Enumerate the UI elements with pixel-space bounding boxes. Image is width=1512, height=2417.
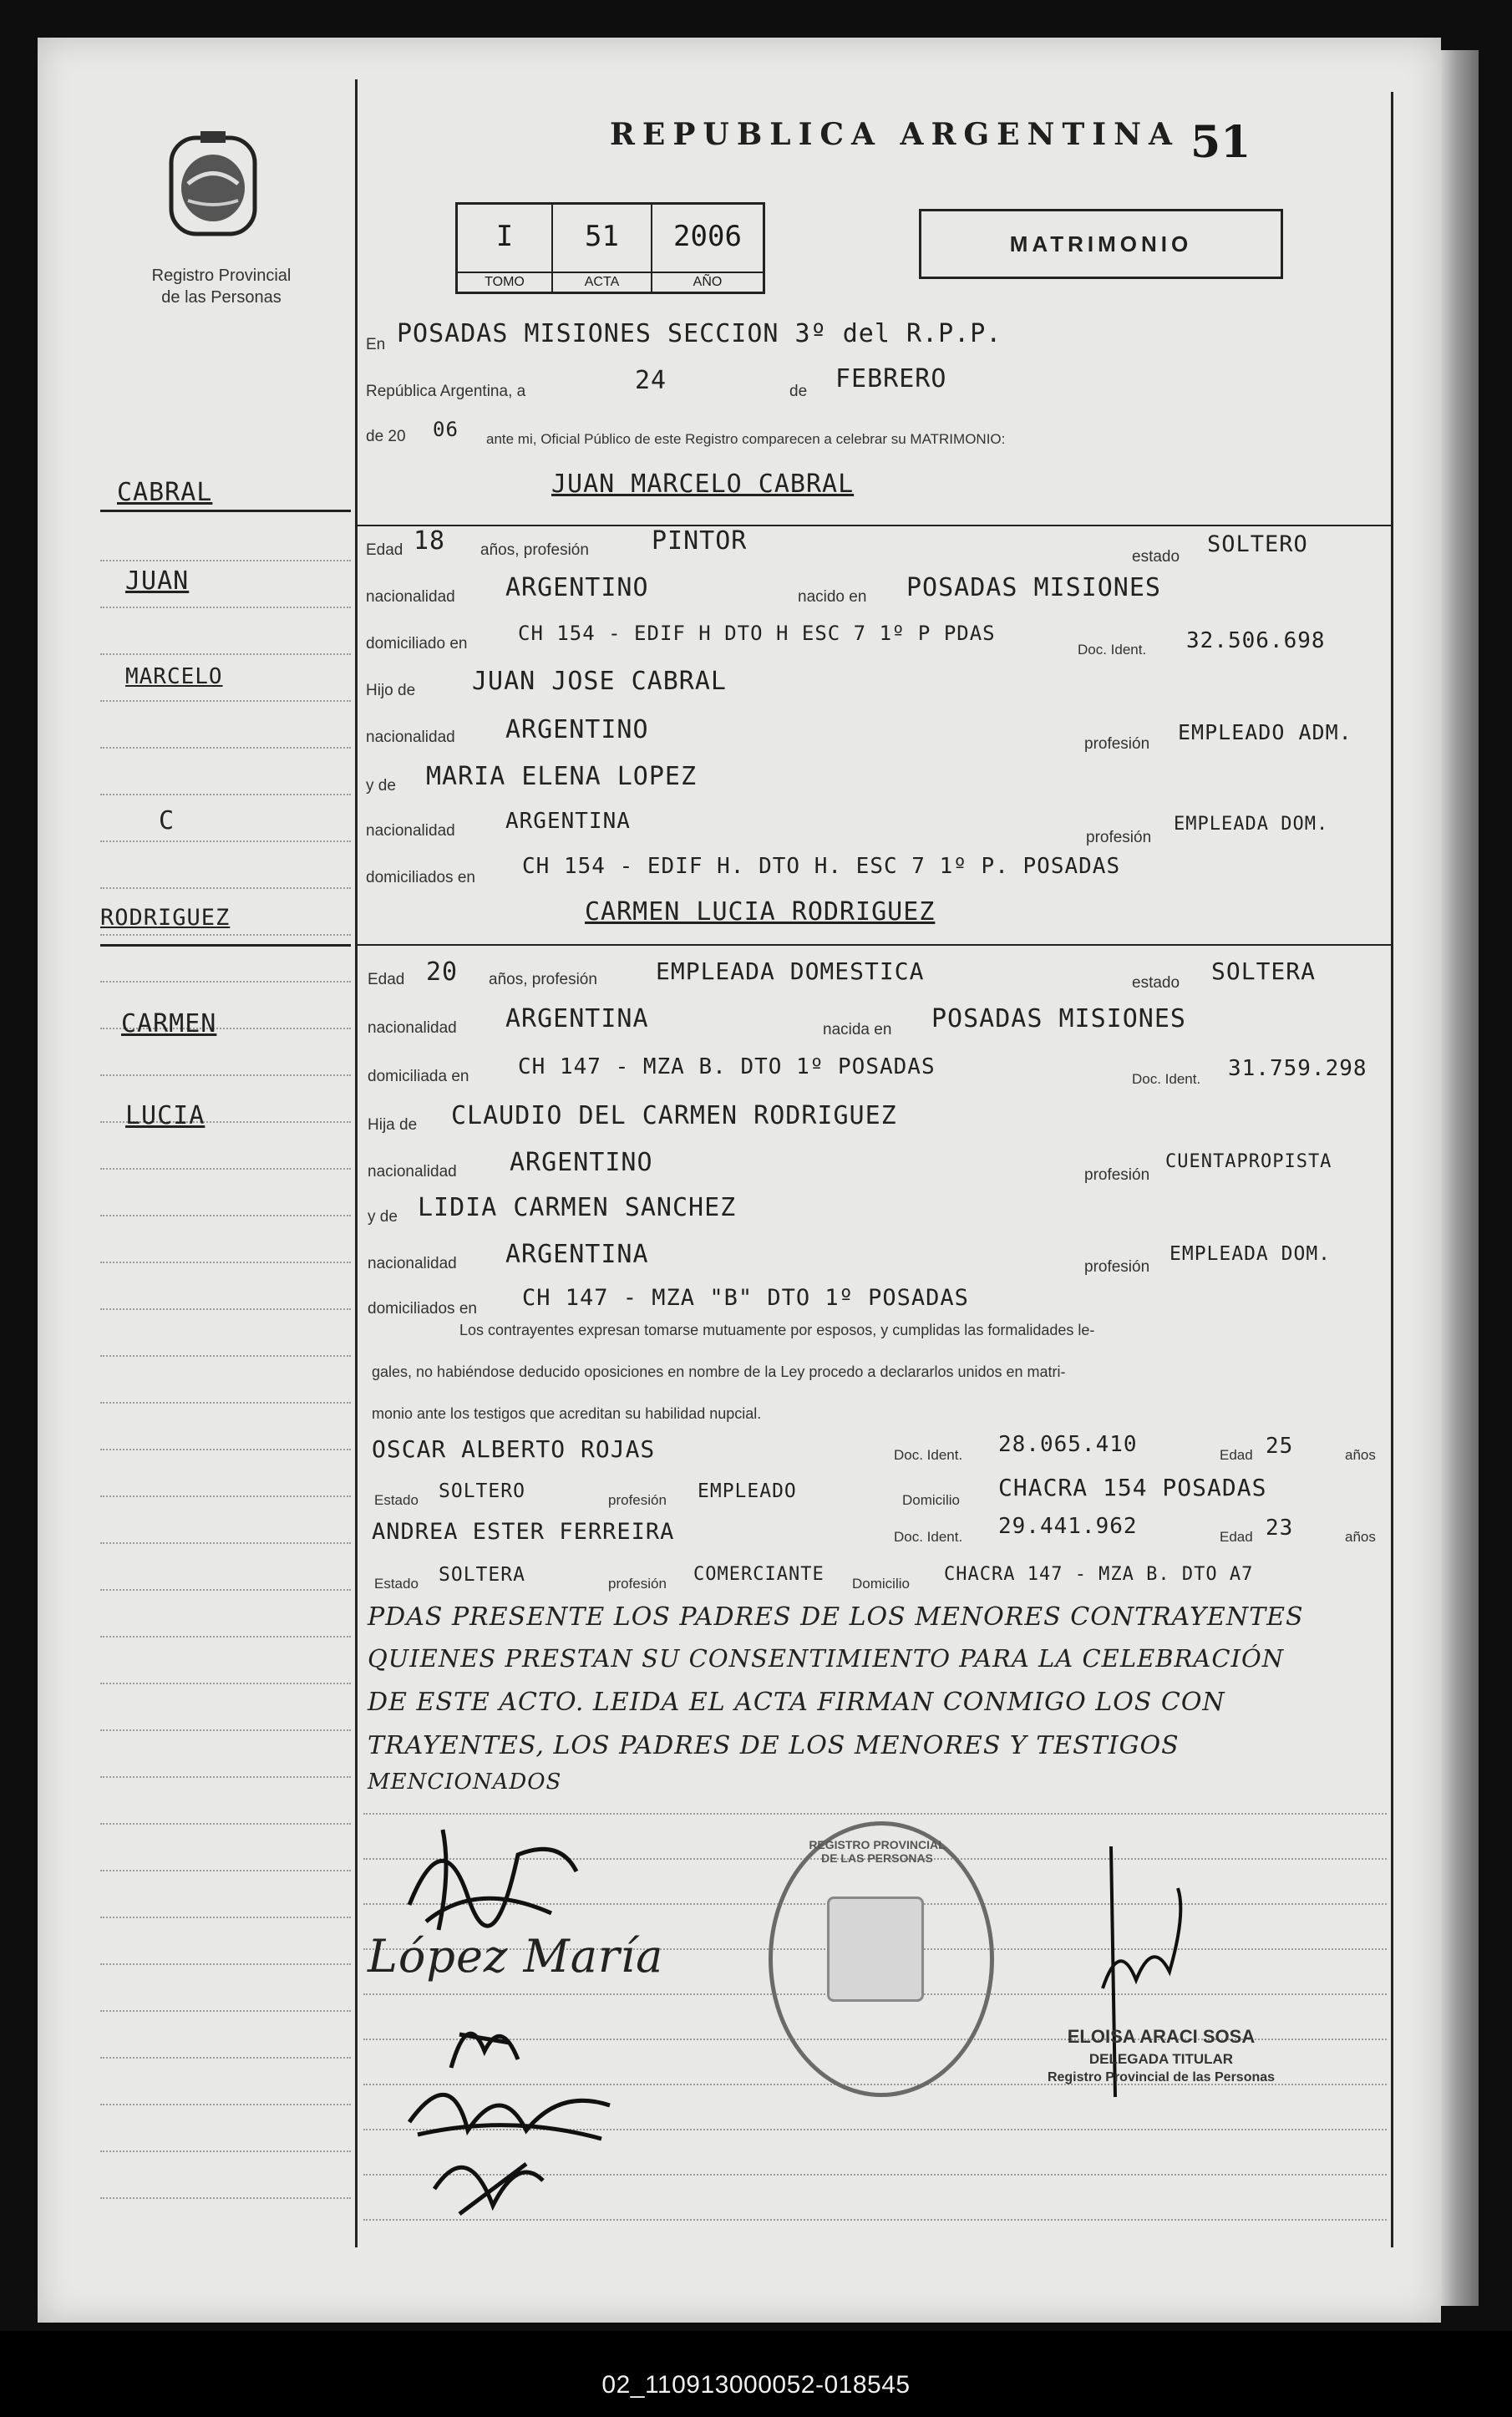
groom-estado: SOLTERO bbox=[1207, 531, 1308, 557]
bride-doc: 31.759.298 bbox=[1228, 1056, 1367, 1081]
month-value: FEBRERO bbox=[835, 364, 947, 394]
groom-parents-dom: CH 154 - EDIF H. DTO H. ESC 7 1º P. POSADAS bbox=[522, 854, 1121, 879]
margin-rule bbox=[100, 1963, 351, 1965]
signature-4 bbox=[401, 2055, 618, 2147]
groom-profesion: PINTOR bbox=[652, 526, 748, 556]
year-suffix: 06 bbox=[433, 418, 459, 441]
margin-bride-name1: CARMEN bbox=[121, 1009, 217, 1038]
witness2-edad: 23 bbox=[1266, 1516, 1294, 1541]
groom-mother-prof: EMPLEADA DOM. bbox=[1174, 814, 1329, 835]
witness2-edad-label: Edad bbox=[1220, 1529, 1253, 1545]
margin-rule bbox=[100, 887, 351, 889]
margin-rule bbox=[100, 1823, 351, 1825]
page-edge bbox=[1441, 50, 1479, 2306]
tomo-caption: TOMO bbox=[458, 272, 551, 290]
bride-profesion: EMPLEADA DOMESTICA bbox=[656, 957, 925, 985]
bride-domicilio: CH 147 - MZA B. DTO 1º POSADAS bbox=[518, 1054, 936, 1079]
stamp-emblem-icon bbox=[827, 1897, 924, 2002]
groom-edad-label: Edad bbox=[366, 541, 403, 559]
bride-nacida: POSADAS MISIONES bbox=[931, 1004, 1186, 1033]
margin-rule bbox=[100, 1168, 351, 1170]
margin-bride-name2: LUCIA bbox=[125, 1101, 205, 1130]
form-type-box: MATRIMONIO bbox=[919, 209, 1283, 279]
margin-rule bbox=[100, 1215, 351, 1216]
margin-rule bbox=[100, 1589, 351, 1591]
witness2-name: ANDREA ESTER FERREIRA bbox=[372, 1519, 675, 1545]
official-name: ELOISA ARACI SOSA bbox=[1067, 2026, 1256, 2047]
margin-bride-surname: RODRIGUEZ bbox=[100, 905, 231, 931]
margin-rule bbox=[100, 1917, 351, 1918]
witness2-doc: 29.441.962 bbox=[998, 1514, 1138, 1539]
declaration-line2: gales, no habiéndose deducido oposiciones en nombre de la Ley procedo a declararlos unidos en matri- bbox=[372, 1363, 1066, 1380]
margin-rule bbox=[100, 607, 351, 608]
groom-nac-label: nacionalidad bbox=[366, 588, 455, 606]
bride-full-name: CARMEN LUCIA RODRIGUEZ bbox=[585, 897, 936, 927]
compareceen-text: ante mi, Oficial Público de este Registro comparecen a celebrar su MATRIMONIO: bbox=[486, 431, 1006, 447]
margin-rule bbox=[100, 700, 351, 702]
margin-groom-name1: JUAN bbox=[125, 566, 190, 596]
right-margin-line bbox=[1391, 92, 1393, 2247]
groom-dom-label: domiciliado en bbox=[366, 635, 468, 652]
groom-father-prof-label: profesión bbox=[1084, 735, 1150, 753]
footer-image-id: 02_110913000052-018545 bbox=[601, 2371, 911, 2399]
bride-yde-label: y de bbox=[368, 1208, 398, 1226]
place-value: POSADAS MISIONES SECCION 3º del R.P.P. bbox=[397, 319, 1002, 348]
margin-rule bbox=[100, 1729, 351, 1731]
bride-mother: LIDIA CARMEN SANCHEZ bbox=[418, 1193, 737, 1222]
groom-section-line bbox=[100, 510, 351, 512]
margin-rule bbox=[100, 1683, 351, 1684]
acta-value: 51 bbox=[585, 220, 619, 253]
registry-name bbox=[125, 265, 317, 308]
margin-rule bbox=[100, 840, 351, 842]
bride-section-line bbox=[100, 944, 351, 947]
groom-mother-prof-label: profesión bbox=[1086, 829, 1152, 846]
margin-rule bbox=[100, 1262, 351, 1263]
groom-doc: 32.506.698 bbox=[1186, 628, 1326, 653]
groom-mother: MARIA ELENA LOPEZ bbox=[426, 762, 698, 791]
witness1-edad: 25 bbox=[1266, 1434, 1294, 1459]
groom-anos-label: años, profesión bbox=[480, 541, 589, 559]
groom-nac: ARGENTINO bbox=[505, 573, 649, 602]
witness1-dom-label: Domicilio bbox=[902, 1492, 960, 1508]
bride-mother-nac-label: nacionalidad bbox=[368, 1255, 457, 1272]
declaration-line3: monio ante los testigos que acreditan su habilidad nupcial. bbox=[372, 1405, 762, 1422]
bride-mother-prof: EMPLEADA DOM. bbox=[1170, 1243, 1332, 1265]
bride-body-line bbox=[358, 944, 1391, 946]
notes-line5: MENCIONADOS bbox=[368, 1770, 562, 1795]
en-label: En bbox=[366, 336, 386, 353]
groom-father-nac-label: nacionalidad bbox=[366, 729, 455, 746]
groom-father-nac: ARGENTINO bbox=[505, 715, 649, 744]
witness1-doc: 28.065.410 bbox=[998, 1432, 1138, 1457]
margin-groom-name2: MARCELO bbox=[125, 664, 223, 689]
groom-nacido: POSADAS MISIONES bbox=[906, 573, 1161, 602]
margin-rule bbox=[100, 794, 351, 795]
bride-mother-prof-label: profesión bbox=[1084, 1258, 1150, 1276]
left-margin-line bbox=[355, 79, 358, 2247]
witness1-estado-label: Estado bbox=[374, 1492, 419, 1508]
margin-rule bbox=[100, 2150, 351, 2152]
bride-anos-label: años, profesión bbox=[489, 971, 597, 988]
official-org: Registro Provincial de las Personas bbox=[1047, 2070, 1276, 2084]
bride-nac-label: nacionalidad bbox=[368, 1019, 457, 1037]
bride-mother-nac: ARGENTINA bbox=[505, 1240, 649, 1269]
bride-father-prof: CUENTAPROPISTA bbox=[1165, 1151, 1332, 1172]
bride-dom-label: domiciliada en bbox=[368, 1068, 469, 1085]
margin-rule bbox=[100, 2010, 351, 2012]
groom-body-line bbox=[358, 525, 1391, 526]
margin-rule bbox=[100, 981, 351, 983]
margin-groom-surname: CABRAL bbox=[117, 478, 213, 507]
witness1-doc-label: Doc. Ident. bbox=[894, 1447, 963, 1463]
tomo-cell bbox=[458, 205, 553, 292]
margin-rule bbox=[100, 1776, 351, 1778]
registry-line1: Registro Provincial bbox=[151, 267, 292, 285]
witness2-estado-label: Estado bbox=[374, 1576, 419, 1592]
groom-parents-dom-label: domiciliados en bbox=[366, 869, 475, 886]
margin-initial: C bbox=[159, 806, 175, 835]
groom-domicilio: CH 154 - EDIF H DTO H ESC 7 1º P PDAS bbox=[518, 622, 996, 645]
margin-rule bbox=[100, 1402, 351, 1404]
witness2-dom-label: Domicilio bbox=[852, 1576, 910, 1592]
signature-5 bbox=[426, 2139, 560, 2222]
margin-rule bbox=[100, 1870, 351, 1871]
republica-label: República Argentina, a bbox=[366, 383, 526, 400]
margin-rule bbox=[100, 934, 351, 936]
margin-rule bbox=[100, 1495, 351, 1497]
groom-mother-nac: ARGENTINA bbox=[505, 809, 631, 834]
groom-estado-label: estado bbox=[1132, 548, 1180, 566]
acta-cell bbox=[553, 205, 652, 292]
certificate-page bbox=[38, 38, 1441, 2323]
notes-line3: DE ESTE ACTO. LEIDA EL ACTA FIRMAN CONMIGO LOS CON bbox=[368, 1688, 1225, 1717]
notes-line2: QUIENES PRESTAN SU CONSENTIMIENTO PARA LA CELEBRACIÓN bbox=[368, 1644, 1285, 1673]
notes-line4: TRAYENTES, LOS PADRES DE LOS MENORES Y TESTIGOS bbox=[368, 1731, 1180, 1760]
signature-1 bbox=[393, 1805, 593, 1938]
groom-hijo-label: Hijo de bbox=[366, 682, 416, 699]
year-prefix: de 20 bbox=[366, 428, 406, 445]
bride-doc-label: Doc. Ident. bbox=[1132, 1071, 1201, 1087]
margin-rule bbox=[100, 1449, 351, 1450]
bride-father: CLAUDIO DEL CARMEN RODRIGUEZ bbox=[451, 1101, 897, 1130]
witness1-anos-label: años bbox=[1345, 1447, 1376, 1463]
bride-parents-dom-label: domiciliados en bbox=[368, 1300, 477, 1318]
ano-caption: AÑO bbox=[652, 272, 763, 290]
ano-cell bbox=[652, 205, 763, 292]
witness2-anos-label: años bbox=[1345, 1529, 1376, 1545]
groom-full-name: JUAN MARCELO CABRAL bbox=[551, 470, 855, 499]
margin-rule bbox=[100, 560, 351, 561]
day-value: 24 bbox=[635, 366, 667, 395]
de-label: de bbox=[789, 383, 808, 400]
witness2-domicilio: CHACRA 147 - MZA B. DTO A7 bbox=[944, 1564, 1254, 1585]
witness2-prof-label: profesión bbox=[608, 1576, 667, 1592]
stamp-ring-text: REGISTRO PROVINCIAL DE LAS PERSONAS bbox=[809, 1838, 946, 1865]
witness1-name: OSCAR ALBERTO ROJAS bbox=[372, 1435, 656, 1463]
margin-rule bbox=[100, 1542, 351, 1544]
registry-line2: de las Personas bbox=[161, 288, 282, 307]
groom-nacido-label: nacido en bbox=[798, 588, 867, 606]
declaration-line1: Los contrayentes expresan tomarse mutuamente por esposos, y cumplidas las formalidades le- bbox=[459, 1322, 1095, 1338]
bride-father-nac-label: nacionalidad bbox=[368, 1163, 457, 1181]
margin-rule bbox=[100, 1074, 351, 1076]
witness1-prof-label: profesión bbox=[608, 1492, 667, 1508]
margin-rule bbox=[100, 1355, 351, 1357]
bride-estado-label: estado bbox=[1132, 974, 1180, 992]
tomo-acta-year-table bbox=[455, 202, 765, 294]
groom-mother-nac-label: nacionalidad bbox=[366, 822, 455, 840]
official-role: DELEGADA TITULAR bbox=[1088, 2051, 1234, 2067]
bride-nac: ARGENTINA bbox=[505, 1004, 649, 1033]
groom-edad: 18 bbox=[414, 526, 446, 556]
country-title: REPUBLICA ARGENTINA bbox=[610, 117, 1180, 152]
witness2-estado: SOLTERA bbox=[439, 1564, 525, 1586]
bride-parents-dom: CH 147 - MZA "B" DTO 1º POSADAS bbox=[522, 1285, 969, 1311]
bride-edad: 20 bbox=[426, 957, 459, 987]
groom-father: JUAN JOSE CABRAL bbox=[472, 667, 727, 696]
provincial-seal-icon bbox=[159, 129, 267, 246]
bride-father-prof-label: profesión bbox=[1084, 1166, 1150, 1184]
margin-rule bbox=[100, 1308, 351, 1310]
margin-rule bbox=[100, 653, 351, 655]
witness1-edad-label: Edad bbox=[1220, 1447, 1253, 1463]
signature-lopez: López María bbox=[368, 1930, 664, 1983]
folio-number: 51 bbox=[1190, 117, 1251, 168]
groom-yde-label: y de bbox=[366, 777, 396, 795]
witness2-prof: COMERCIANTE bbox=[693, 1564, 824, 1585]
tomo-value: I bbox=[495, 220, 514, 253]
notes-line1: PDAS PRESENTE LOS PADRES DE LOS MENORES CONTRAYENTES bbox=[368, 1602, 1304, 1632]
acta-caption: ACTA bbox=[553, 272, 651, 290]
witness1-estado: SOLTERO bbox=[439, 1480, 525, 1502]
witness1-prof: EMPLEADO bbox=[698, 1480, 797, 1502]
witness1-domicilio: CHACRA 154 POSADAS bbox=[998, 1474, 1267, 1501]
groom-doc-label: Doc. Ident. bbox=[1078, 642, 1147, 658]
bride-father-nac: ARGENTINO bbox=[510, 1148, 653, 1177]
margin-rule bbox=[100, 1636, 351, 1638]
margin-rule bbox=[100, 2104, 351, 2105]
bride-estado: SOLTERA bbox=[1211, 957, 1317, 985]
margin-rule bbox=[100, 2197, 351, 2199]
witness2-doc-label: Doc. Ident. bbox=[894, 1529, 963, 1545]
margin-rule bbox=[100, 2057, 351, 2059]
bride-hija-label: Hija de bbox=[368, 1116, 418, 1134]
bride-edad-label: Edad bbox=[368, 971, 405, 988]
groom-father-prof: EMPLEADO ADM. bbox=[1178, 720, 1352, 744]
bride-nacida-label: nacida en bbox=[823, 1021, 892, 1038]
ano-value: 2006 bbox=[673, 220, 742, 253]
margin-rule bbox=[100, 747, 351, 749]
